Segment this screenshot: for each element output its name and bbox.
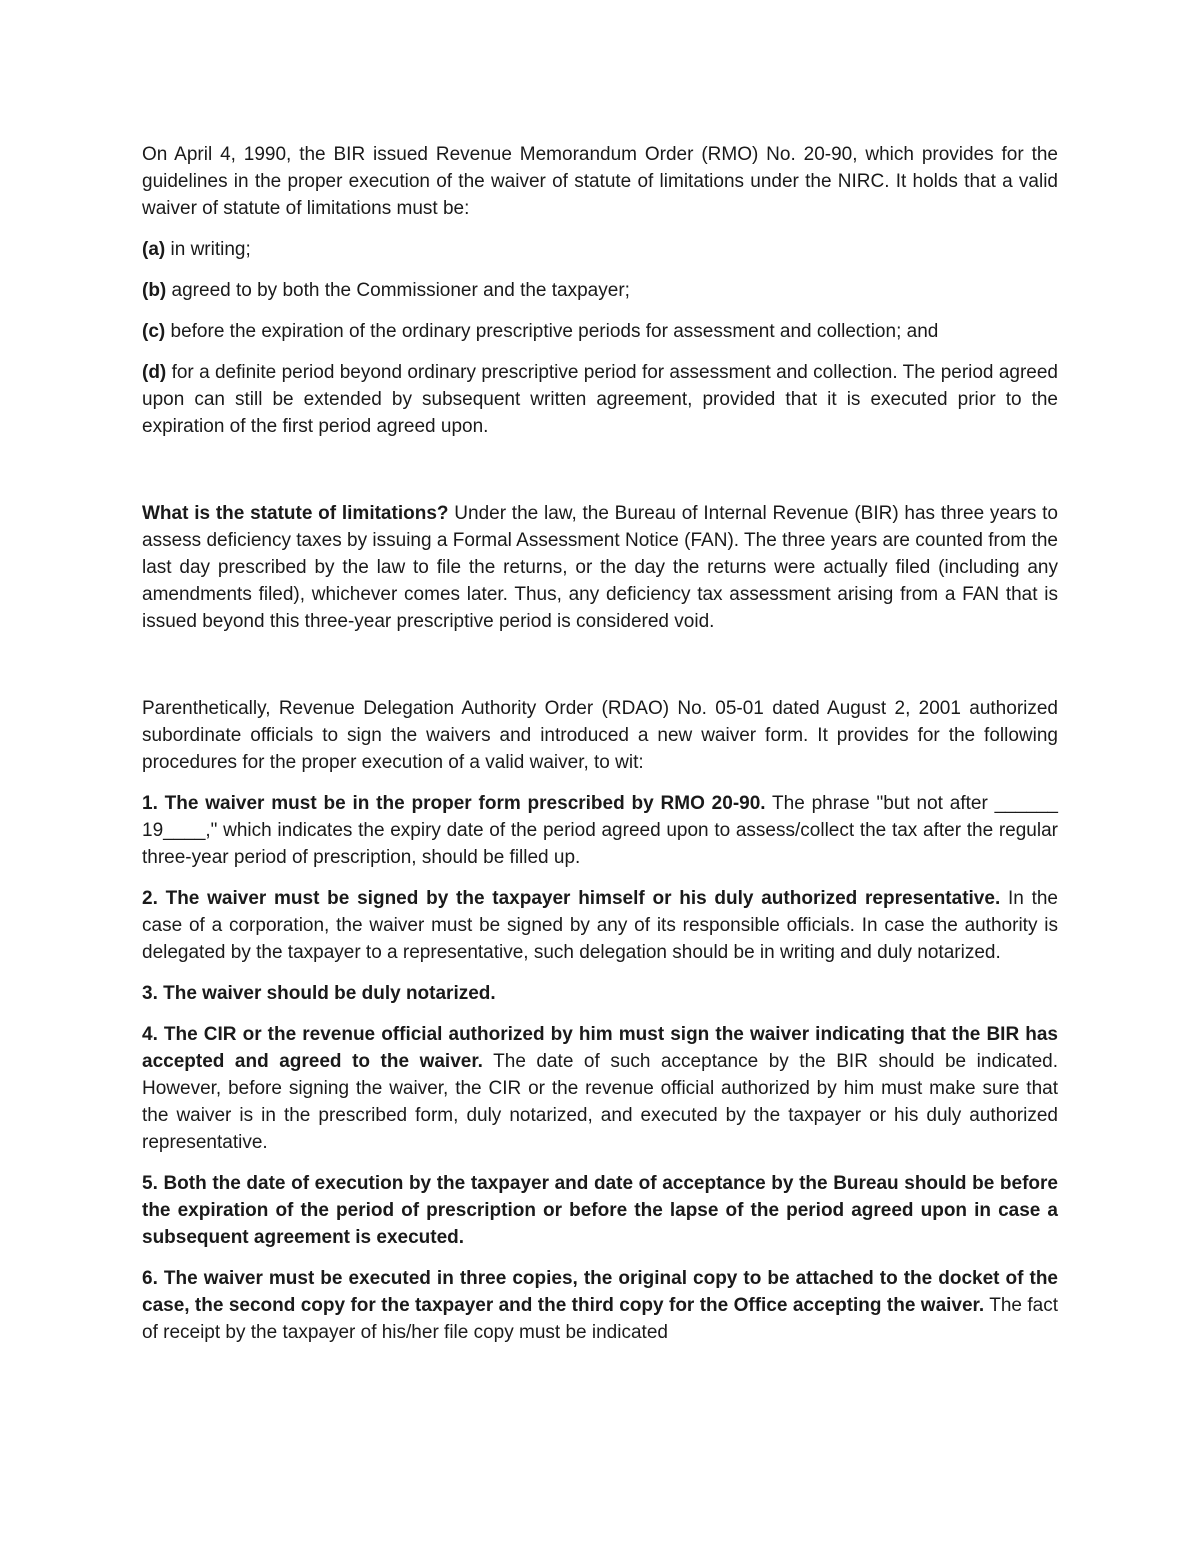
statute-paragraph [142, 500, 1058, 635]
statute-question: What is the statute of limitations? [142, 503, 449, 524]
procedure-heading: 3. The waiver should be duly notarized. [142, 983, 496, 1004]
procedure-5 [142, 1170, 1058, 1251]
requirement-a [142, 236, 1058, 263]
procedure-text: The fact of receipt by the taxpayer of his/her file copy must be indicated [142, 1295, 1058, 1343]
procedure-text: The date of such acceptance by the BIR should be indicated. However, before signing the waiver, the CIR or the revenue official authorized by him must make sure that the waiver is in the prescribed form, duly notarized, and executed by the taxpayer or his duly authorized representative. [142, 1051, 1058, 1153]
requirement-text: agreed to by both the Commissioner and the taxpayer; [166, 280, 630, 301]
procedure-heading: 6. The waiver must be executed in three copies, the original copy to be attached to the docket of the case, the second copy for the taxpayer and the third copy for the Office accepting the waiver. [142, 1268, 1058, 1316]
procedure-1 [142, 790, 1058, 871]
document-body [142, 141, 1058, 1360]
procedure-3 [142, 980, 1058, 1007]
procedure-heading: 1. The waiver must be in the proper form prescribed by RMO 20-90. [142, 793, 766, 814]
requirement-text: in writing; [165, 239, 251, 260]
requirement-text: before the expiration of the ordinary prescriptive periods for assessment and collection; and [165, 321, 939, 342]
procedure-text: The phrase "but not after ______ 19____," which indicates the expiry date of the period agreed upon to assess/collect the tax after the regular three-year period of prescription, should be filled up. [142, 793, 1058, 868]
requirement-label: (b) [142, 280, 167, 301]
requirement-label: (a) [142, 239, 166, 260]
requirement-text: for a definite period beyond ordinary prescriptive period for assessment and collection. The period agreed upon can still be extended by subsequent written agreement, provided that it is executed prior to the expiration of the first period agreed upon. [142, 362, 1058, 437]
procedure-2 [142, 885, 1058, 966]
requirement-d [142, 359, 1058, 440]
requirement-c [142, 318, 1058, 345]
requirement-label: (d) [142, 362, 167, 383]
requirement-label: (c) [142, 321, 166, 342]
procedure-4 [142, 1021, 1058, 1156]
procedure-heading: 2. The waiver must be signed by the taxpayer himself or his duly authorized representative. [142, 888, 1001, 909]
procedure-heading: 5. Both the date of execution by the taxpayer and date of acceptance by the Bureau should be before the expiration of the period of prescription or before the lapse of the period agreed upon in case a subsequent agreement is executed. [142, 1173, 1058, 1248]
requirement-b [142, 277, 1058, 304]
rdao-paragraph: Parenthetically, Revenue Delegation Authority Order (RDAO) No. 05-01 dated August 2, 2001 authorized subordinate officials to sign the waivers and introduced a new waiver form. It provides for the following procedures for the proper execution of a valid waiver, to wit: [142, 698, 1058, 773]
statute-text: Under the law, the Bureau of Internal Revenue (BIR) has three years to assess deficiency taxes by issuing a Formal Assessment Notice (FAN). The three years are counted from the last day prescribed by the law to file the returns, or the day the returns were actually filed (including any amendments filed), whichever comes later. Thus, any deficiency tax assessment arising from a FAN that is issued beyond this three-year prescriptive period is considered void. [142, 503, 1058, 632]
procedure-heading: 4. The CIR or the revenue official authorized by him must sign the waiver indicating that the BIR has accepted and agreed to the waiver. [142, 1024, 1058, 1072]
intro-paragraph: On April 4, 1990, the BIR issued Revenue Memorandum Order (RMO) No. 20-90, which provides for the guidelines in the proper execution of the waiver of statute of limitations under the NIRC. It holds that a valid waiver of statute of limitations must be: [142, 144, 1058, 219]
procedure-text: In the case of a corporation, the waiver must be signed by any of its responsible officials. In case the authority is delegated by the taxpayer to a representative, such delegation should be in writing and duly notarized. [142, 888, 1058, 963]
procedure-6 [142, 1265, 1058, 1346]
